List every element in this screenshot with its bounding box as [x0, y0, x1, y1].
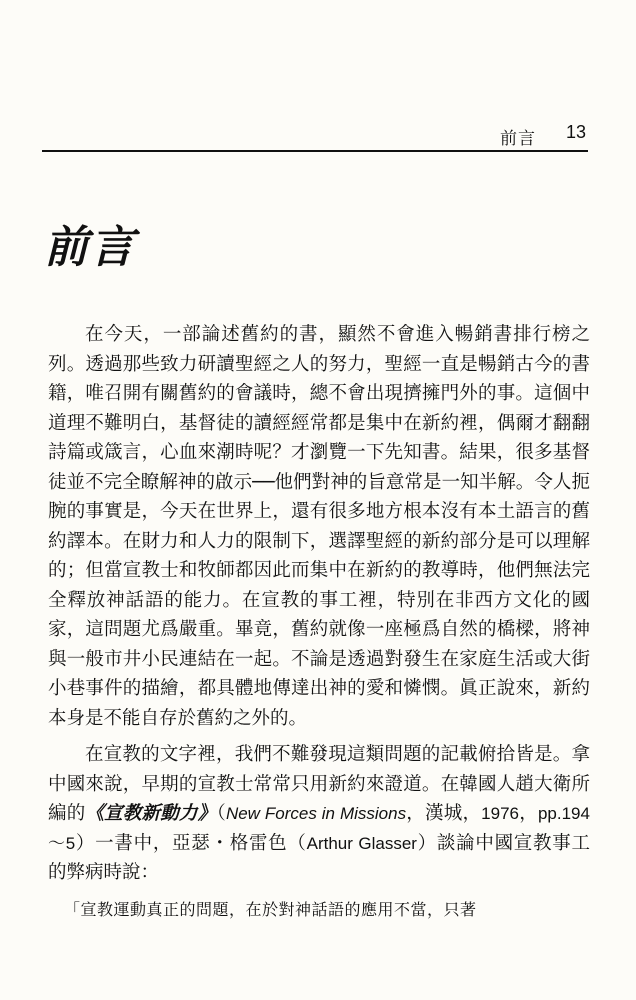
paragraph-2-text-6: ）談論中國宣教事工的弊病時說： [48, 832, 590, 883]
author-english-name: Arthur Glasser [306, 833, 417, 853]
publication-year: 1976 [481, 804, 519, 823]
paragraph-2-text-5: ）一書中，亞瑟・格雷色（ [75, 832, 307, 854]
body-text [48, 320, 590, 888]
paragraph-1: 在今天，一部論述舊約的書，顯然不會進入暢銷書排行榜之列。透過那些致力研讀聖經之人的努力，聖經一直是暢銷古今的書籍，唯召開有關舊約的會議時，總不會出現擠擁門外的事。這個中道理不難明白，基督徒的讀經經常都是集中在新約裡，偶爾才翻翻詩篇或箴言，心血來潮時呢？才瀏覽一下先知書。結果，很多基督徒並不完全瞭解神的啟示──他們對神的旨意常是一知半解。令人扼腕的事實是，今天在世界上，還有很多地方根本沒有本土語言的舊約譯本。在財力和人力的限制下，選譯聖經的新約部分是可以理解的；但當宣教士和牧師都因此而集中在新約的教導時，他們無法完全釋放神話語的能力。在宣教的事工裡，特別在非西方文化的國家，這問題尤爲嚴重。畢竟，舊約就像一座極爲自然的橋樑，將神與一般市井小民連結在一起。不論是透過對發生在家庭生活或大街小巷事件的描繪，都具體地傳達出神的愛和憐憫。眞正說來，新約本身是不能自存於舊約之外的。 [48, 324, 590, 729]
book-title-chinese: 《宣教新動力》 [85, 803, 217, 824]
paragraph-2-text-4: ， [519, 803, 538, 824]
page-reference: pp.194～5 [48, 804, 590, 853]
running-header [42, 120, 588, 152]
block-quote: 「宣教運動真正的問題，在於對神話語的應用不當，只著 [64, 900, 477, 919]
page-number: 13 [565, 122, 586, 142]
header-title: 前言 [500, 129, 536, 149]
chapter-title: 前言 [44, 222, 136, 273]
paragraph-2-text-2: （ [216, 803, 226, 824]
book-title-english: New Forces in Missions [225, 804, 407, 823]
paragraph-2-text-1: 在宣教的文字裡，我們不難發現這類問題的記載俯拾皆是。拿中國來說，早期的宣教士常常只用新約來證道。在韓國人趙大衛所編的 [48, 744, 590, 824]
paragraph-2-text-3: ，漢城， [406, 803, 482, 824]
paragraph-2 [48, 740, 590, 888]
